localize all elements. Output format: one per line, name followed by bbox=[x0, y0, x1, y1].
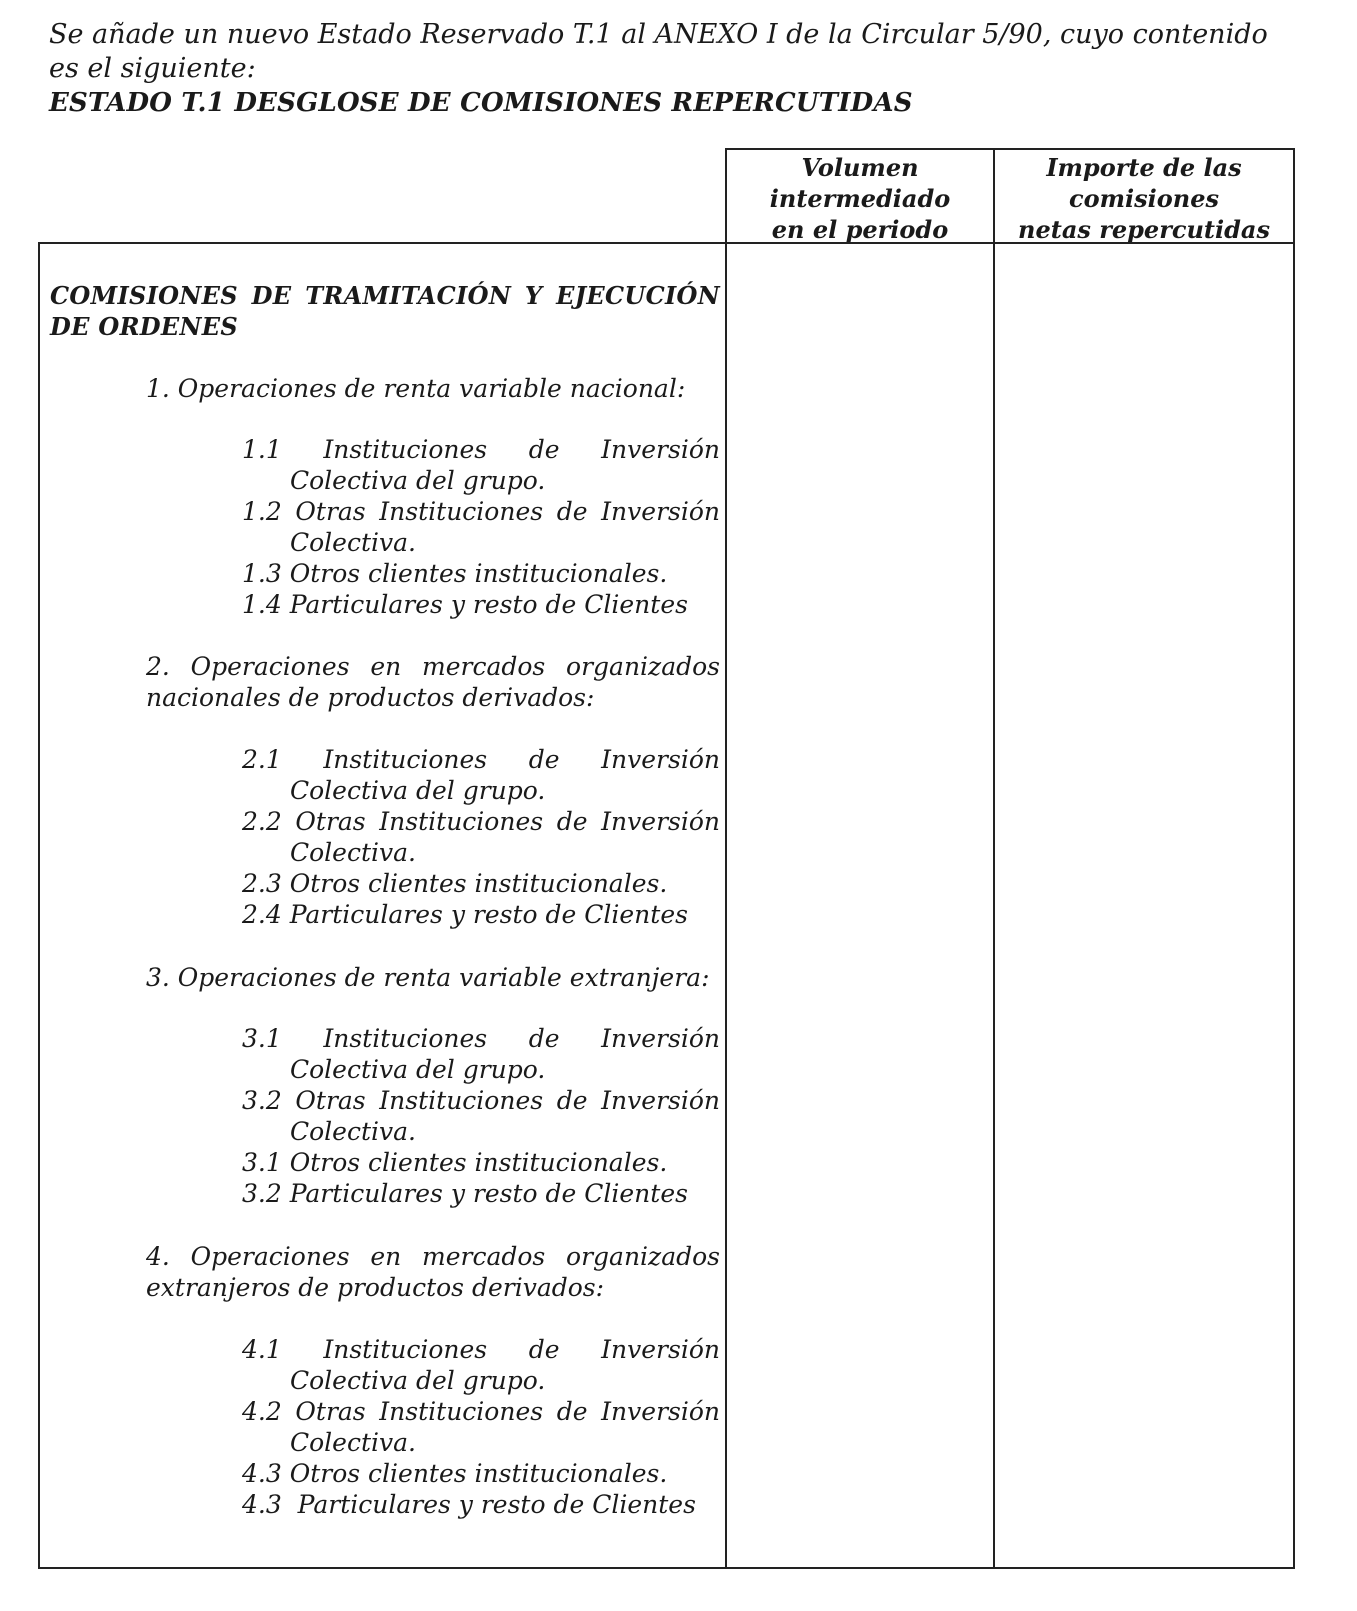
item-4-1-line1: 4.1 Instituciones de Inversión bbox=[242, 1335, 720, 1364]
item-3-1-line1: 3.1 Instituciones de Inversión bbox=[242, 1024, 720, 1053]
group-2-title-line2: nacionales de productos derivados: bbox=[146, 683, 595, 712]
item-1-3: 1.3 Otros clientes institucionales. bbox=[242, 559, 668, 588]
group-4-title-line2: extranjeros de productos derivados: bbox=[146, 1273, 605, 1302]
body-cell-volumen bbox=[725, 242, 995, 1569]
header-cell-importe bbox=[993, 148, 1295, 244]
item-2-2-line1: 2.2 Otras Instituciones de Inversión bbox=[242, 807, 720, 836]
header-importe-line1: Importe de las bbox=[1046, 153, 1242, 182]
item-3-2-line2: Colectiva. bbox=[290, 1117, 416, 1146]
item-2-4: 2.4 Particulares y resto de Clientes bbox=[242, 900, 688, 929]
item-3-2-line1: 3.2 Otras Instituciones de Inversión bbox=[242, 1086, 720, 1115]
header-importe-line3: netas repercutidas bbox=[1018, 215, 1270, 244]
header-importe-line2: comisiones bbox=[1069, 184, 1219, 213]
item-4-3: 4.3 Otros clientes institucionales. bbox=[242, 1459, 668, 1488]
header-volumen-line2: intermediado bbox=[769, 184, 951, 213]
group-2-title-line1: 2. Operaciones en mercados organizados bbox=[146, 652, 720, 681]
section-title-line2: DE ORDENES bbox=[50, 312, 238, 341]
item-1-4: 1.4 Particulares y resto de Clientes bbox=[242, 590, 688, 619]
item-4-4: 4.3 Particulares y resto de Clientes bbox=[242, 1490, 696, 1519]
form-heading: ESTADO T.1 DESGLOSE DE COMISIONES REPERCUTIDAS bbox=[49, 88, 913, 118]
item-2-2-line2: Colectiva. bbox=[290, 838, 416, 867]
body-cell-importe bbox=[993, 242, 1295, 1569]
group-3-title: 3. Operaciones de renta variable extranjera: bbox=[146, 963, 710, 992]
item-4-2-line2: Colectiva. bbox=[290, 1428, 416, 1457]
item-3-1-line2: Colectiva del grupo. bbox=[290, 1055, 546, 1084]
header-cell-volumen bbox=[725, 148, 995, 244]
item-4-2-line1: 4.2 Otras Instituciones de Inversión bbox=[242, 1397, 720, 1426]
intro-paragraph: Se añade un nuevo Estado Reservado T.1 al ANEXO I de la Circular 5/90, cuyo contenido es el siguiente: bbox=[49, 19, 1268, 84]
item-1-1-line2: Colectiva del grupo. bbox=[290, 466, 546, 495]
group-4-title-line1: 4. Operaciones en mercados organizados bbox=[146, 1242, 720, 1271]
header-volumen-line1: Volumen bbox=[801, 153, 919, 182]
item-3-3: 3.1 Otros clientes institucionales. bbox=[242, 1148, 668, 1177]
item-2-3: 2.3 Otros clientes institucionales. bbox=[242, 869, 668, 898]
item-1-2-line1: 1.2 Otras Instituciones de Inversión bbox=[242, 497, 720, 526]
item-3-4: 3.2 Particulares y resto de Clientes bbox=[242, 1179, 688, 1208]
item-2-1-line2: Colectiva del grupo. bbox=[290, 776, 546, 805]
section-title-line1: COMISIONES DE TRAMITACIÓN Y EJECUCIÓN bbox=[50, 281, 720, 310]
item-1-1-line1: 1.1 Instituciones de Inversión bbox=[242, 435, 720, 464]
item-1-2-line2: Colectiva. bbox=[290, 528, 416, 557]
item-2-1-line1: 2.1 Instituciones de Inversión bbox=[242, 745, 720, 774]
header-volumen-line3: en el periodo bbox=[771, 215, 949, 244]
item-4-1-line2: Colectiva del grupo. bbox=[290, 1366, 546, 1395]
group-1-title: 1. Operaciones de renta variable nacional: bbox=[146, 374, 686, 403]
